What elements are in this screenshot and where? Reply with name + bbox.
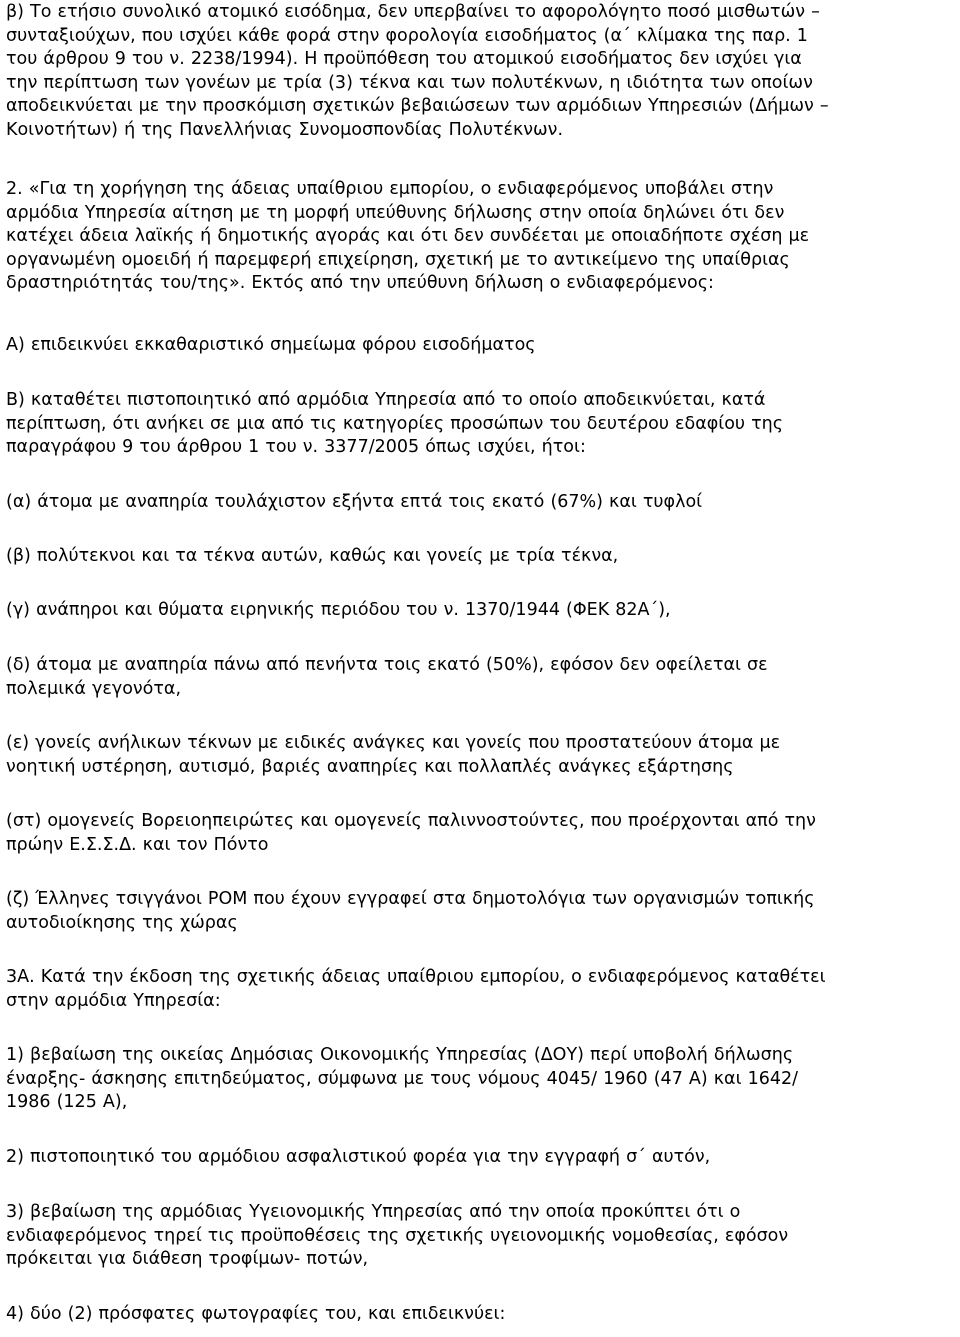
text-line: 4) δύο (2) πρόσφατες φωτογραφίες του, και επιδεικνύει: [6,1304,506,1324]
text-line: Β) καταθέτει πιστοποιητικό από αρμόδια Υπηρεσία από το οποίο αποδεικνύεται, κατά [6,390,766,410]
text-line: στην αρμόδια Υπηρεσία: [6,990,221,1011]
text-line: (ζ) Έλληνες τσιγγάνοι ΡΟΜ που έχουν εγγραφεί στα δημοτολόγια των οργανισμών τοπικής [6,889,815,909]
text-line: πρώην Ε.Σ.Σ.Δ. και τον Πόντο [6,834,269,855]
text-line: ενδιαφερόμενος τηρεί τις προϋποθέσεις της σχετικής υγειονομικής νομοθεσίας, εφόσον [6,1225,789,1246]
list-item-z [6,888,958,935]
text-line: (στ) ομογενείς Βορειοηπειρώτες και ομογενείς παλιννοστούντες, που προέρχονται από την [6,811,816,831]
text-line: αυτοδιοίκησης της χώρας [6,912,238,933]
text-line: περίπτωση, ότι ανήκει σε μια από τις κατηγορίες προσώπων του δευτέρου εδαφίου της [6,413,784,434]
text-line: (ε) γονείς ανήλικων τέκνων με ειδικές ανάγκες και γονείς που προστατεύουν άτομα με [6,733,781,753]
text-line: 2) πιστοποιητικό του αρμόδιου ασφαλιστικού φορέα για την εγγραφή σ΄ αυτόν, [6,1147,711,1167]
text-line: κατέχει άδεια λαϊκής ή δημοτικής αγοράς και ότι δεν συνδέεται με οποιαδήποτε σχέση με [6,226,810,247]
requirement-1 [6,1044,958,1115]
text-line: (γ) ανάπηροι και θύματα ειρηνικής περιόδου του ν. 1370/1944 (ΦΕΚ 82Α΄), [6,600,671,620]
text-line: (β) πολύτεκνοι και τα τέκνα αυτών, καθώς και γονείς με τρία τέκνα, [6,546,619,566]
text-line: 1) βεβαίωση της οικείας Δημόσιας Οικονομικής Υπηρεσίας (ΔΟΥ) περί υποβολή δήλωσης [6,1045,794,1065]
paragraph-B [6,389,958,460]
text-line: 3) βεβαίωση της αρμόδιας Υγειονομικής Υπηρεσίας από την οποία προκύπτει ότι ο [6,1202,741,1222]
paragraph-b-income [6,1,958,143]
text-line: Κοινοτήτων) ή της Πανελλήνιας Συνομοσπονδίας Πολυτέκνων. [6,119,564,140]
text-line: οργανωμένη ομοειδή ή παρεμφερή επιχείρηση, σχετική με το αντικείμενο της υπαίθριας [6,249,790,270]
requirement-2 [6,1146,958,1170]
text-line: πολεμικά γεγονότα, [6,678,182,699]
requirement-3 [6,1201,958,1272]
list-item-st [6,810,958,857]
list-item-e [6,732,958,779]
list-item-b [6,545,958,569]
list-item-a [6,491,958,515]
text-line: νοητική υστέρηση, αυτισμό, βαριές αναπηρίες και πολλαπλές ανάγκες εξάρτησης [6,756,734,777]
text-line: αρμόδια Υπηρεσία αίτηση με τη μορφή υπεύθυνης δήλωσης στην οποία δηλώνει ότι δεν [6,202,785,223]
text-line: έναρξης- άσκησης επιτηδεύματος, σύμφωνα με τους νόμους 4045/ 1960 (47 Α) και 1642/ [6,1068,799,1089]
text-line: συνταξιούχων, που ισχύει κάθε φορά στην φορολογία εισοδήματος (α΄ κλίμακα της παρ. 1 [6,25,808,46]
paragraph-2-license [6,178,958,296]
paragraph-3A [6,966,958,1013]
text-line: β) Το ετήσιο συνολικό ατομικό εισόδημα, δεν υπερβαίνει το αφορολόγητο ποσό μισθωτών – [6,2,820,22]
text-line: πρόκειται για διάθεση τροφίμων- ποτών, [6,1249,369,1270]
text-line: (δ) άτομα με αναπηρία πάνω από πενήντα τοις εκατό (50%), εφόσον δεν οφείλεται σε [6,655,768,675]
text-line: Α) επιδεικνύει εκκαθαριστικό σημείωμα φόρου εισοδήματος [6,335,536,355]
paragraph-A [6,334,958,358]
text-line: του άρθρου 9 του ν. 2238/1994). Η προϋπόθεση του ατομικού εισοδήματος δεν ισχύει για [6,49,802,70]
text-line: παραγράφου 9 του άρθρου 1 του ν. 3377/2005 όπως ισχύει, ήτοι: [6,437,586,458]
text-line: δραστηριότητάς του/της». Εκτός από την υπεύθυνη δήλωση ο ενδιαφερόμενος: [6,273,714,294]
list-item-d [6,654,958,701]
text-line: 2. «Για τη χορήγηση της άδειας υπαίθριου εμπορίου, ο ενδιαφερόμενος υποβάλει στην [6,179,774,199]
text-line: (α) άτομα με αναπηρία τουλάχιστον εξήντα επτά τοις εκατό (67%) και τυφλοί [6,492,703,512]
requirement-4 [6,1303,958,1327]
list-item-c [6,599,958,623]
text-line: την περίπτωση των γονέων με τρία (3) τέκνα και των πολυτέκνων, η ιδιότητα των οποίων [6,72,813,93]
text-line: 1986 (125 Α), [6,1092,128,1113]
text-line: αποδεικνύεται με την προσκόμιση σχετικών βεβαιώσεων των αρμόδιων Υπηρεσιών (Δήμων – [6,96,829,117]
text-line: 3Α. Κατά την έκδοση της σχετικής άδειας υπαίθριου εμπορίου, ο ενδιαφερόμενος καταθέτει [6,967,826,987]
